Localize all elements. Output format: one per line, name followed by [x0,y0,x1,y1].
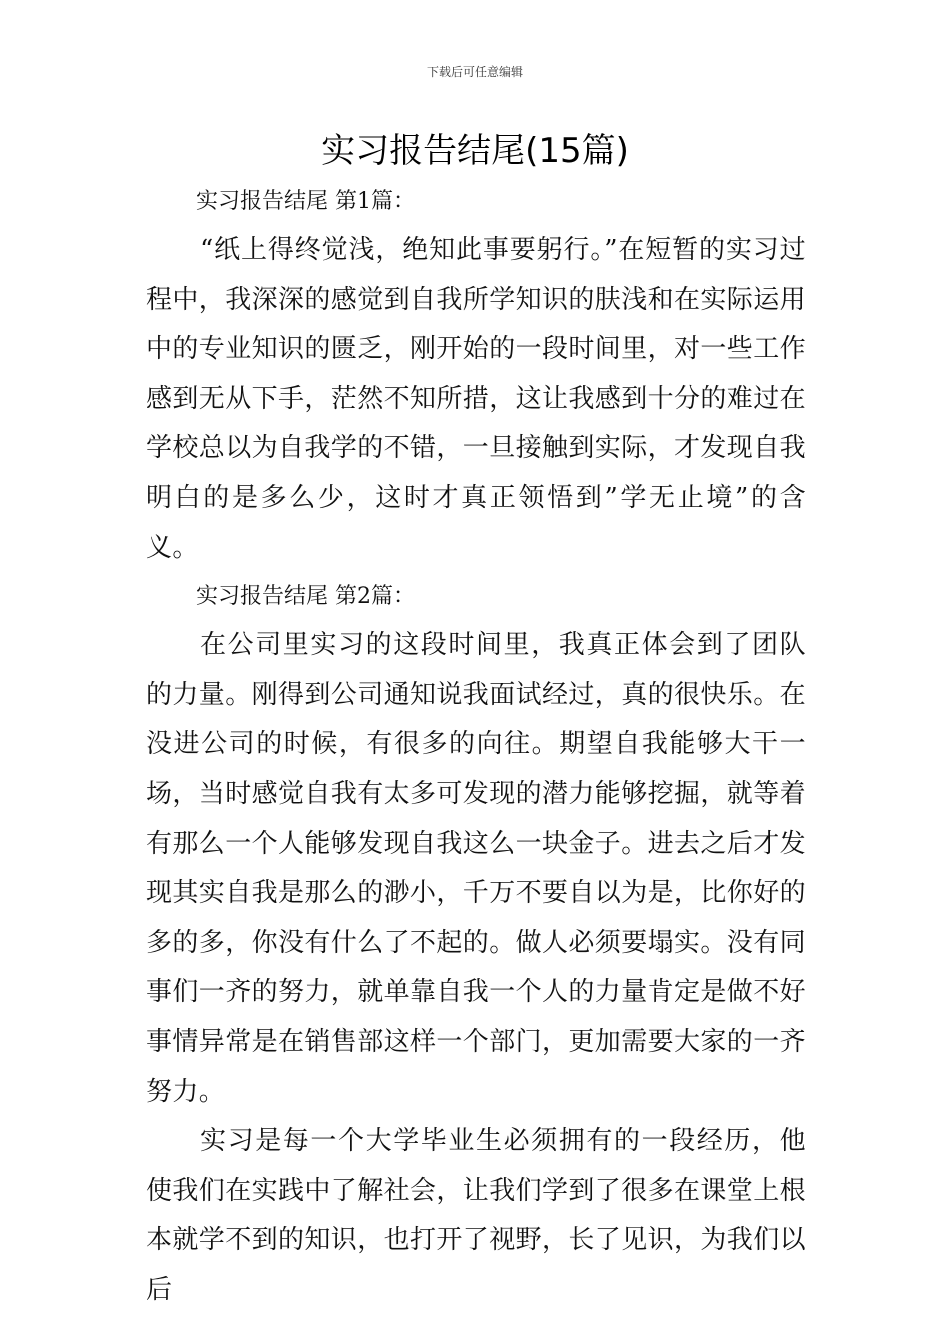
header-note: 下载后可任意编辑 [426,65,523,79]
paragraph: 在公司里实习的这段时间里，我真正体会到了团队的力量。刚得到公司通知说我面试经过，真的很快乐。在没进公司的时候，有很多的向往。期望自我能够大干一场，当时感觉自我有太多可发现的潜力能够挖掘，就等着有那么一个人能够发现自我这么一块金子。进去之后才发现其实自我是那么的渺小，千万不要自以为是，比你好的多的多，你没有什么了不起的。做人必须要塌实。没有同事们一齐的努力，就单靠自我一个人的力量肯定是做不好事情异常是在销售部这样一个部门，更加需要大家的一齐努力。 [146,630,807,1107]
section-1 [146,178,806,573]
document-body [146,178,806,1315]
section-heading: 实习报告结尾 第1篇： [196,189,415,214]
section-heading: 实习报告结尾 第2篇： [196,584,415,610]
document-title: 实习报告结尾(15篇) [321,131,629,171]
section-2 [146,573,806,1315]
paragraph: 实习是每一个大学毕业生必须拥有的一段经历，他使我们在实践中了解社会，让我们学到了很多在课堂上根本就学不到的知识，也打开了视野，长了见识，为我们以后 [146,1126,807,1305]
paragraph: “纸上得终觉浅，绝知此事要躬行。”在短暂的实习过程中，我深深的感觉到自我所学知识的肤浅和在实际运用中的专业知识的匮乏，刚开始的一段时间里，对一些工作感到无从下手，茫然不知所措，这让我感到十分的难过在学校总以为自我学的不错，一旦接触到实际，才发现自我明白的是多么少，这时才真正领悟到”学无止境”的含义。 [146,235,807,563]
